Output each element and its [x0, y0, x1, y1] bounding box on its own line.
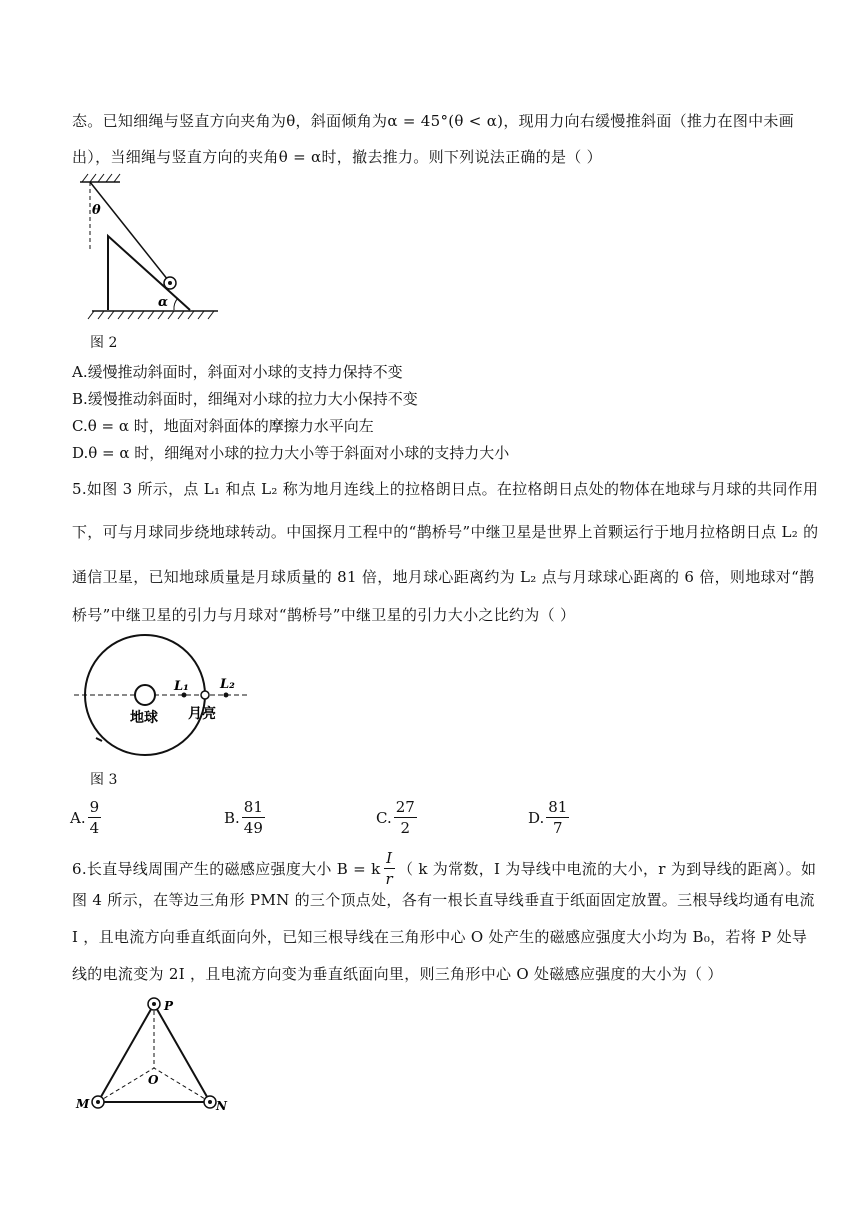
q5-answer-c: [376, 797, 417, 838]
figure-3-earth-moon-diagram: [70, 630, 260, 768]
q5-text-line4: 桥号”中继卫星的引力与月球对“鹊桥号”中继卫星的引力大小之比约为（ ）: [72, 606, 576, 624]
q5-text-line3: 通信卫星，已知地球质量是月球质量的 81 倍，地月球心距离约为 L₂ 点与月球球心距离的 6 倍，则地球对“鹊: [72, 568, 815, 586]
l2-label: L₂: [220, 677, 235, 692]
o-label: O: [148, 1073, 159, 1087]
q4-option-d: D.θ = α 时，细绳对小球的拉力大小等于斜面对小球的支持力大小: [72, 444, 510, 462]
figure-3-caption: 图 3: [90, 772, 118, 788]
figure-2-caption: 图 2: [90, 335, 118, 351]
answer-numerator: 81: [548, 798, 568, 816]
q4-option-c: C.θ = α 时，地面对斜面体的摩擦力水平向左: [72, 417, 374, 435]
q6-text-line1: [72, 848, 816, 889]
answer-numerator: 81: [243, 798, 263, 816]
q6-text-line2: 图 4 所示，在等边三角形 PMN 的三个顶点处，各有一根长直导线垂直于纸面固定放置。三根导线均通有电流: [72, 891, 815, 909]
m-label: M: [76, 1097, 90, 1111]
q6-text-line3: I ，且电流方向垂直纸面向外，已知三根导线在三角形中心 O 处产生的磁感应强度大小均为 B₀，若将 P 处导: [72, 928, 808, 946]
answer-label: A.: [70, 808, 86, 827]
q4-text-line2: 出），当细绳与竖直方向的夹角θ = α时，撤去推力。则下列说法正确的是（ ）: [72, 148, 602, 166]
q6-text-line4: 线的电流变为 2I ，且电流方向变为垂直纸面向里，则三角形中心 O 处磁感应强度的大小为（ ）: [72, 965, 723, 983]
answer-denominator: 4: [89, 819, 100, 837]
q5-answer-d: [528, 797, 569, 838]
answer-denominator: 49: [243, 819, 263, 837]
answer-label: D.: [528, 808, 545, 827]
q6-line1-pre: 6.长直导线周围产生的磁感应强度大小 B = k: [72, 860, 381, 878]
answer-label: B.: [224, 808, 240, 827]
q5-text-line2: 下，可与月球同步绕地球转动。中国探月工程中的“鹊桥号”中继卫星是世界上首颗运行于地月拉格朗日点 L₂ 的: [72, 523, 819, 541]
q5-text-line1: 5.如图 3 所示，点 L₁ 和点 L₂ 称为地月连线上的拉格朗日点。在拉格朗日点处的物体在地球与月球的共同作用: [72, 480, 819, 498]
q5-answer-a: [70, 797, 101, 838]
answer-denominator: 2: [400, 819, 411, 837]
l1-label: L₁: [174, 679, 189, 694]
earth-label: 地球: [130, 710, 158, 726]
q4-option-b: B.缓慢推动斜面时，细绳对小球的拉力大小保持不变: [72, 390, 418, 408]
q6-formula-denominator: r: [385, 870, 393, 888]
n-label: N: [216, 1099, 227, 1113]
moon-label: 月亮: [188, 706, 216, 722]
p-label: P: [164, 999, 174, 1013]
answer-denominator: 7: [553, 819, 563, 837]
q4-text-line1: 态。已知细绳与竖直方向夹角为θ，斜面倾角为α = 45°(θ < α)，现用力向右缓慢推斜面（推力在图中未画: [72, 112, 795, 130]
q6-formula-numerator: I: [384, 848, 395, 869]
figure-4-triangle-diagram: [68, 992, 238, 1120]
q4-option-a: A.缓慢推动斜面时，斜面对小球的支持力保持不变: [72, 363, 403, 381]
figure-2-incline-diagram: [70, 172, 230, 330]
q6-line1-post: （ k 为常数，I 为导线中电流的大小，r 为到导线的距离）。如: [397, 860, 817, 878]
theta-label: θ: [92, 203, 101, 218]
alpha-label: α: [158, 295, 169, 310]
answer-label: C.: [376, 808, 392, 827]
answer-numerator: 27: [395, 798, 415, 816]
q5-answer-b: [224, 797, 265, 838]
answer-numerator: 9: [89, 798, 100, 816]
